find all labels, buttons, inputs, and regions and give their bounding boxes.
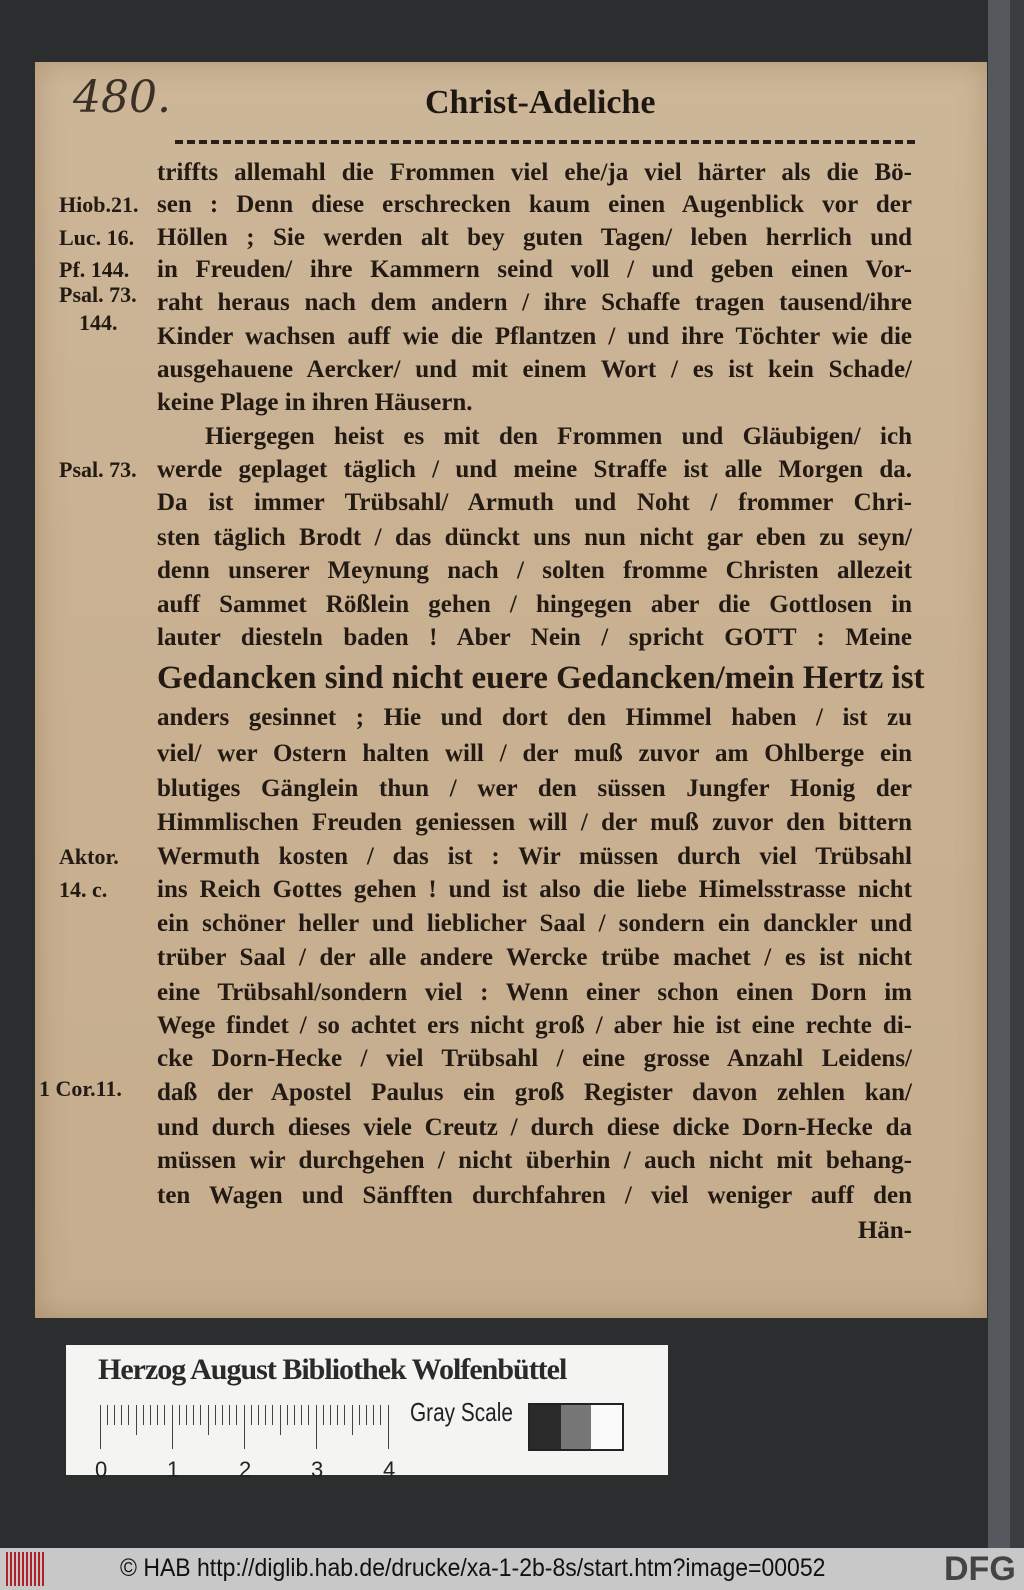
footer-bar — [0, 1548, 1024, 1590]
text-line: und durch dieses viele Creutz / durch diese dicke Dorn-Hecke da — [157, 1114, 912, 1141]
text-line: Wermuth kosten / das ist : Wir müssen durch viel Trübsahl — [157, 843, 912, 870]
scale-number: 4 — [383, 1457, 396, 1482]
color-reference-card — [66, 1345, 668, 1482]
margin-note: 1 Cor.11. — [39, 1076, 122, 1101]
text-line: Da ist immer Trübsahl/ Armuth und Noht / frommer Chri- — [157, 489, 912, 516]
text-line: werde geplaget täglich / und meine Straffe ist alle Morgen da. — [157, 456, 912, 483]
text-line: ten Wagen und Sänfften durchfahren / viel weniger auff den — [157, 1182, 912, 1209]
margin-note: Pf. 144. — [59, 257, 130, 282]
text-line: in Freuden/ ihre Kammern seind voll / und geben einen Vor- — [157, 256, 912, 283]
text-line: daß der Apostel Paulus ein groß Register davon zehlen kan/ — [157, 1079, 912, 1106]
catchword: Hän- — [857, 1217, 912, 1244]
text-line: Kinder wachsen auff wie die Pflantzen / und ihre Töchter wie die — [157, 323, 912, 350]
text-line: trüber Saal / der alle andere Wercke trübe machet / es ist nicht — [157, 944, 912, 971]
text-line: Hiergegen heist es mit den Frommen und Gläubigen/ ich — [205, 423, 912, 450]
text-line: sen : Denn diese erschrecken kaum einen Augenblick vor der — [157, 191, 912, 218]
text-line: ein schöner heller und lieblicher Saal / sondern ein danckler und — [157, 910, 912, 937]
scale-number: 1 — [167, 1457, 180, 1482]
text-line: sten täglich Brodt / das dünckt uns nun nicht gar eben zu seyn/ — [157, 524, 912, 551]
text-line: anders gesinnet ; Hie und dort den Himmel haben / ist zu — [157, 704, 912, 731]
text-line: eine Trübsahl/sondern viel : Wenn einer schon einen Dorn im — [157, 979, 912, 1006]
text-line: raht heraus nach dem andern / ihre Schaffe tragen tausend/ihre — [157, 289, 912, 316]
margin-note: 14. c. — [59, 877, 108, 902]
hab-logo-icon — [6, 1552, 44, 1586]
text-line: Höllen ; Sie werden alt bey guten Tagen/ leben herrlich und — [157, 224, 912, 251]
running-head: Christ-Adeliche — [425, 84, 656, 121]
gray-scale-swatch — [528, 1403, 624, 1451]
source-url[interactable]: © HAB http://diglib.hab.de/drucke/xa-1-2b-8s/start.htm?image=00052 — [120, 1554, 826, 1582]
text-line: ins Reich Gottes gehen ! und ist also die liebe Himelsstrasse nicht — [157, 876, 912, 903]
text-line-emphasis: Gedancken sind nicht euere Gedancken/mein Hertz ist — [157, 660, 925, 696]
text-line: cke Dorn-Hecke / viel Trübsahl / eine grosse Anzahl Leidens/ — [157, 1045, 912, 1072]
text-line: Wege findet / so achtet ers nicht groß / aber hie ist eine rechte di- — [157, 1012, 912, 1039]
book-page — [35, 62, 987, 1318]
margin-note: Psal. 73. — [59, 282, 137, 307]
margin-note: Hiob.21. — [59, 192, 139, 217]
text-line: keine Plage in ihren Häusern. — [157, 389, 473, 416]
gray-scale-label: Gray Scale — [410, 1397, 513, 1427]
margin-note: 144. — [79, 310, 118, 335]
scale-number: 3 — [311, 1457, 324, 1482]
text-line: müssen wir durchgehen / nicht überhin / auch nicht mit behang- — [157, 1147, 912, 1174]
margin-note: Psal. 73. — [59, 457, 137, 482]
text-line: denn unserer Meynung nach / solten fromme Christen allezeit — [157, 557, 912, 584]
scanner-edge-dark — [1010, 0, 1024, 1548]
dfg-logo: DFG — [944, 1550, 1016, 1588]
text-line: triffts allemahl die Frommen viel ehe/ja viel härter als die Bö- — [157, 159, 912, 186]
text-line: viel/ wer Ostern halten will / der muß zuvor am Ohlberge ein — [157, 740, 912, 767]
library-name: Herzog August Bibliothek Wolfenbüttel — [98, 1353, 567, 1386]
text-line: Himmlischen Freuden geniessen will / der muß zuvor den bittern — [157, 809, 912, 836]
page-number: 480. — [73, 72, 171, 123]
text-line: ausgehauene Aercker/ und mit einem Wort / es ist kein Schade/ — [157, 356, 912, 383]
scale-number: 0 — [95, 1457, 108, 1482]
scale-number: 2 — [239, 1457, 252, 1482]
margin-note: Luc. 16. — [59, 225, 135, 250]
text-line: auff Sammet Rößlein gehen / hingegen aber die Gottlosen in — [157, 591, 912, 618]
header-rule — [175, 140, 915, 148]
margin-note: Aktor. — [59, 844, 119, 869]
text-line: lauter diesteln baden ! Aber Nein / spricht GOTT : Meine — [157, 624, 912, 651]
text-line: blutiges Gänglein thun / wer den süssen Jungfer Honig der — [157, 775, 912, 802]
scanner-edge — [988, 0, 1010, 1548]
